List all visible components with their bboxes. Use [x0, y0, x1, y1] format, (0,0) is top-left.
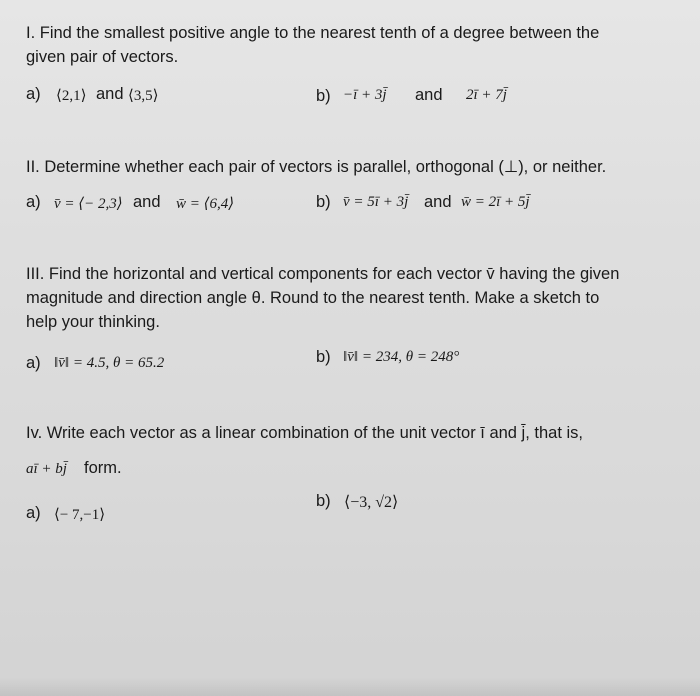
- section1-heading-line1: I. Find the smallest positive angle to the nearest tenth of a degree between the: [26, 24, 600, 42]
- section1-b-vector1: −ī + 3j̄: [343, 87, 387, 103]
- section4-b-label: b): [316, 492, 331, 510]
- section2-b-and: and: [424, 193, 452, 211]
- section2-a-label: a): [26, 193, 41, 211]
- section4-b-vector: ⟨−3, √2⟩: [344, 494, 399, 511]
- section3-a-label: a): [26, 354, 41, 372]
- section2-heading: II. Determine whether each pair of vectors is parallel, orthogonal (⊥), or neither.: [26, 158, 607, 176]
- section3-a-expression: ‖v̄‖ = 4.5, θ = 65.2: [54, 355, 165, 371]
- section3-heading-line1: III. Find the horizontal and vertical components for each vector v̄ having the given: [26, 265, 620, 283]
- section4-a-label: a): [26, 504, 41, 522]
- section1-b-and: and: [415, 86, 443, 104]
- section3-b-label: b): [316, 348, 331, 366]
- section1-a-vector1: ⟨2,1⟩: [56, 88, 87, 104]
- section2-b-vector-v: v̄ = 5ī + 3j̄: [343, 194, 409, 210]
- section2-b-vector-w: w̄ = 2ī + 5j̄: [461, 194, 530, 210]
- section2-a-vector-w: w̄ = ⟨6,4⟩: [176, 196, 235, 212]
- section1-heading-line2: given pair of vectors.: [26, 48, 179, 66]
- section3-b-expression: ‖v̄‖ = 234, θ = 248°: [343, 349, 460, 365]
- section2-b-label: b): [316, 193, 331, 211]
- section3-heading-line2: magnitude and direction angle θ. Round to the nearest tenth. Make a sketch to: [26, 289, 600, 307]
- section4-heading-line1: Iv. Write each vector as a linear combination of the unit vector ī and j̄, that is,: [26, 424, 583, 442]
- section4-a-vector: ⟨− 7,−1⟩: [54, 507, 106, 523]
- section1-a-and: and: [96, 85, 124, 103]
- section1-b-vector2: 2ī + 7j̄: [466, 87, 507, 103]
- section4-heading-form-text: form.: [84, 459, 122, 477]
- section1-a-vector2: ⟨3,5⟩: [128, 88, 159, 104]
- paper-shadow: [0, 678, 700, 696]
- section3-heading-line3: help your thinking.: [26, 313, 160, 331]
- section4-heading-form-expression: aī + bj̄: [26, 461, 67, 477]
- section2-a-and: and: [133, 193, 161, 211]
- section1-a-label: a): [26, 85, 41, 103]
- section1-b-label: b): [316, 87, 331, 105]
- section2-a-vector-v: v̄ = ⟨− 2,3⟩: [54, 196, 123, 212]
